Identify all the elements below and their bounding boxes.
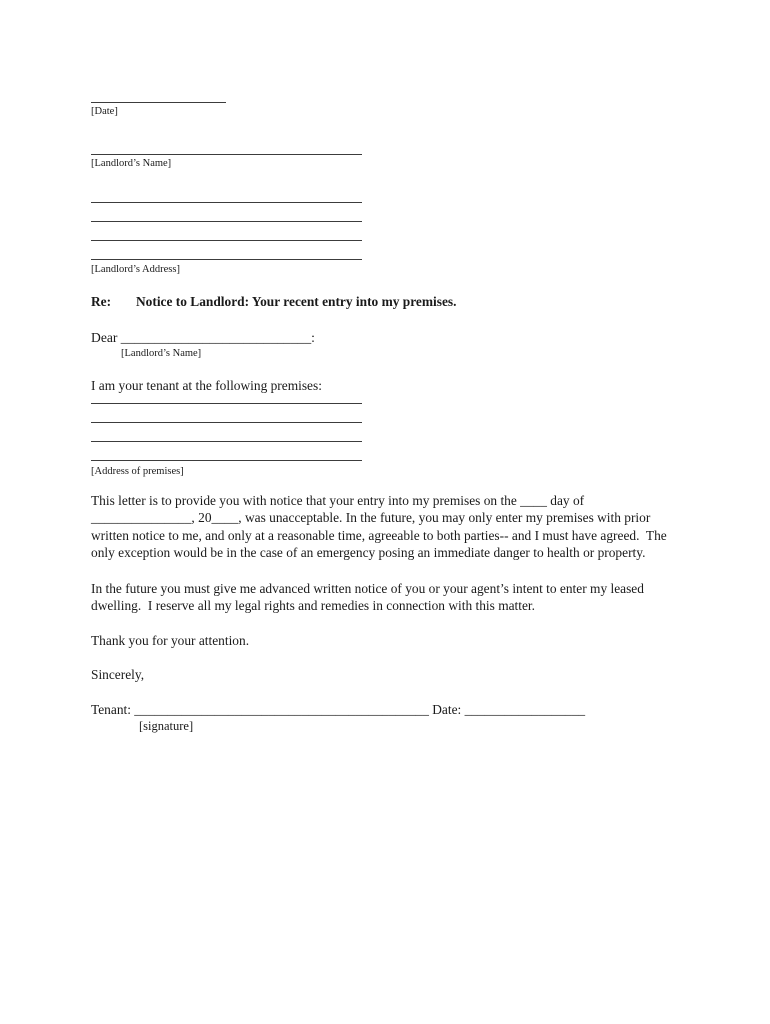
subject-text: Notice to Landlord: Your recent entry into my premises. (136, 294, 457, 309)
landlord-address-fill-line (91, 222, 362, 241)
signature-hint: [signature] (139, 719, 194, 734)
premises-fill-line (91, 423, 362, 442)
landlord-name-fill-line (91, 136, 362, 155)
salutation-hint: [Landlord’s Name] (121, 348, 202, 359)
letter-document (91, 86, 675, 734)
premises-fill-line (91, 404, 362, 423)
premises-fill-line (91, 442, 362, 461)
premises-hint: [Address of premises] (91, 466, 184, 477)
landlord-address-fill-line (91, 241, 362, 260)
landlord-address-fill-line (91, 184, 362, 203)
landlord-address-fill-line (91, 203, 362, 222)
signature-line: Tenant: ____________________________________________ Date: __________________ (91, 702, 586, 718)
premises-fill-line (91, 394, 362, 404)
body-paragraph-2: In the future you must give me advanced written notice of you or your agent’s intent to enter my leased dwelling. I reserve all my legal rights and remedies in connection with this matter. (91, 580, 648, 614)
closing-line: Sincerely, (91, 667, 145, 683)
date-fill-line (91, 86, 226, 103)
subject-line (91, 293, 675, 310)
landlord-address-hint: [Landlord’s Address] (91, 264, 180, 275)
subject-label: Re: (91, 294, 112, 309)
body-paragraph-1: This letter is to provide you with notice that your entry into my premises on the ____ day of _______________, 20____, was unacceptable. In the future, you may only enter my premises with prior written notice to me, and only at a reasonable time, agreeable to both parties-- and I must have agreed. The only exception would be in the case of an emergency posing an immediate danger to health or property. (91, 493, 671, 561)
date-hint: [Date] (91, 106, 118, 117)
thanks-line: Thank you for your attention. (91, 633, 250, 649)
salutation-line: Dear ____________________________: (91, 330, 315, 345)
premises-intro: I am your tenant at the following premises: (91, 378, 322, 393)
landlord-name-hint: [Landlord’s Name] (91, 158, 172, 169)
